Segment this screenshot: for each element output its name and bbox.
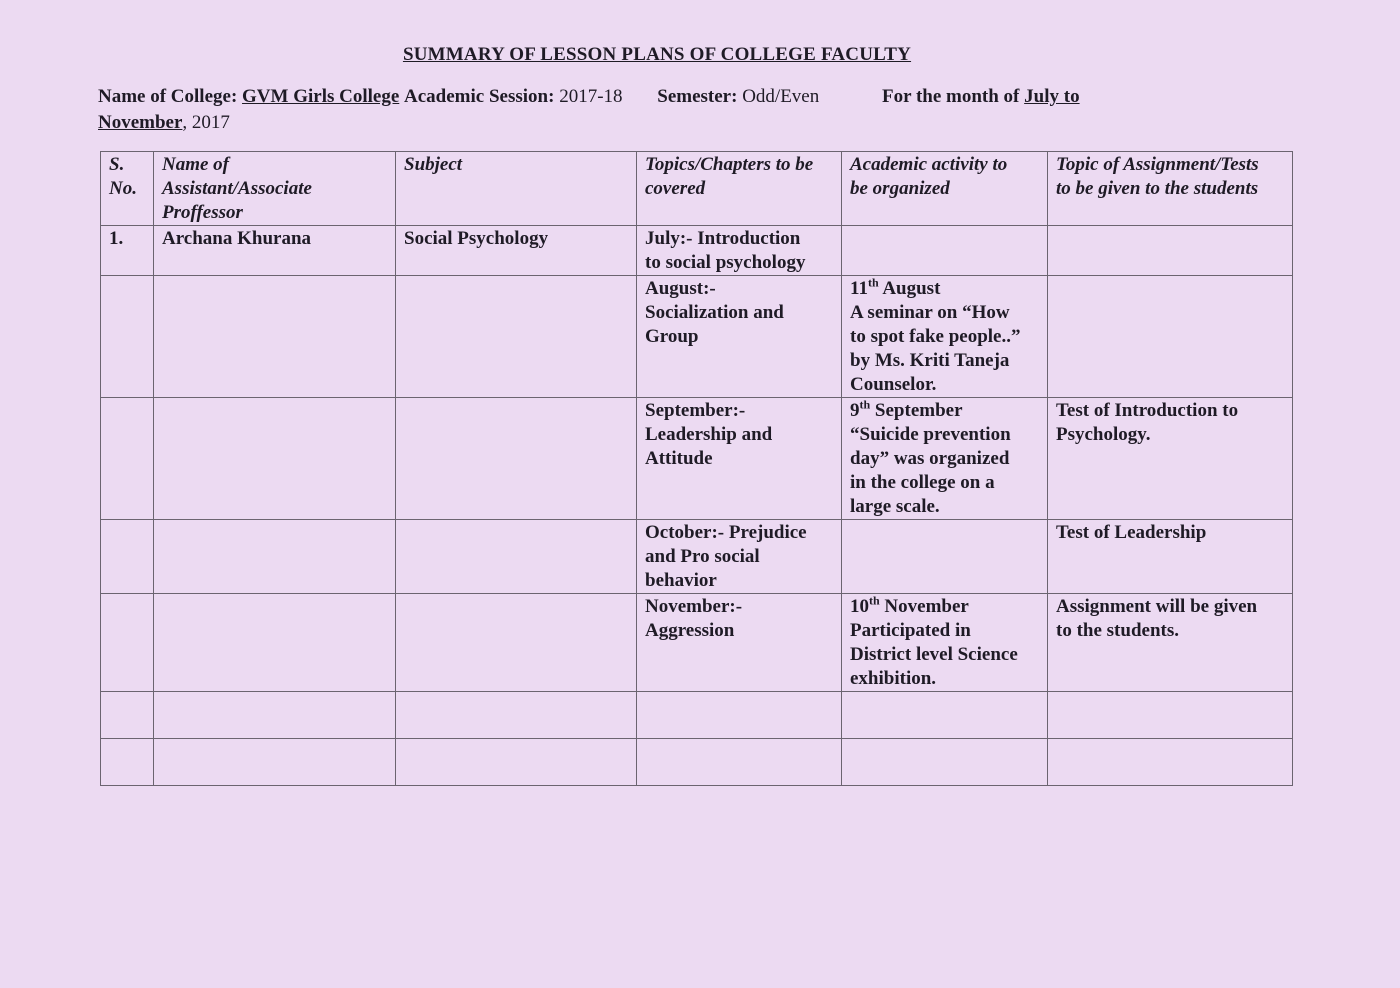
header-subject: Subject [396,152,637,226]
cell-assignment: Test of Leadership [1048,520,1293,594]
cell-subject [396,276,637,398]
cell-topics: November:- Aggression [637,594,842,692]
cell-topics: September:- Leadership and Attitude [637,398,842,520]
cell-name [154,594,396,692]
table-row [101,398,1293,520]
cell-name [154,276,396,398]
cell-activity [842,520,1048,594]
header-activity: Academic activity to be organized [842,152,1048,226]
cell-assignment [1048,226,1293,276]
table-row-empty [101,739,1293,786]
table-row [101,520,1293,594]
month-value-start: July to [1024,86,1080,107]
session-value: 2017-18 [559,86,623,107]
cell-activity: 10th November Participated in District level Science exhibition. [842,594,1048,692]
cell-name [154,520,396,594]
month-value-end: November [98,112,183,133]
activity-date: 9th September [850,397,963,421]
cell-topics: July:- Introduction to social psychology [637,226,842,276]
college-value: GVM Girls College [242,86,400,107]
cell-activity: 9th September “Suicide prevention day” was organized in the college on a large scale. [842,398,1048,520]
header-name: Name of Assistant/Associate Proffessor [154,152,396,226]
activity-date: 10th November [850,593,969,617]
table-row [101,594,1293,692]
document-title: SUMMARY OF LESSON PLANS OF COLLEGE FACULTY [402,44,912,65]
cell-topics: August:- Socialization and Group [637,276,842,398]
lesson-plan-table [100,151,1293,786]
college-label: Name of College: [98,86,238,107]
cell-subject [396,398,637,520]
cell-activity: 11th August A seminar on “How to spot fake people..” by Ms. Kriti Taneja Counselor. [842,276,1048,398]
semester-label: Semester: [657,86,738,107]
table-header-row [101,152,1293,226]
cell-sno [101,594,154,692]
session-label: Academic Session: [404,86,555,107]
cell-subject [396,520,637,594]
cell-assignment [1048,276,1293,398]
header-assignment: Topic of Assignment/Tests to be given to the students [1048,152,1293,226]
header-topics: Topics/Chapters to be covered [637,152,842,226]
cell-assignment: Test of Introduction to Psychology. [1048,398,1293,520]
month-label: For the month of [882,86,1020,107]
table-row [101,276,1293,398]
cell-subject [396,594,637,692]
cell-assignment: Assignment will be given to the students. [1048,594,1293,692]
cell-sno [101,398,154,520]
cell-sno [101,276,154,398]
cell-activity [842,226,1048,276]
year-value: , 2017 [182,112,230,133]
cell-name [154,398,396,520]
cell-subject: Social Psychology [396,226,637,276]
college-info [98,84,1218,136]
activity-date: 11th August [850,275,941,299]
table-row-empty [101,692,1293,739]
cell-sno: 1. [101,226,154,276]
cell-topics: October:- Prejudice and Pro social behavior [637,520,842,594]
cell-name: Archana Khurana [154,226,396,276]
header-sno: S. No. [101,152,154,226]
cell-sno [101,520,154,594]
table-row [101,226,1293,276]
semester-value: Odd/Even [742,86,820,107]
